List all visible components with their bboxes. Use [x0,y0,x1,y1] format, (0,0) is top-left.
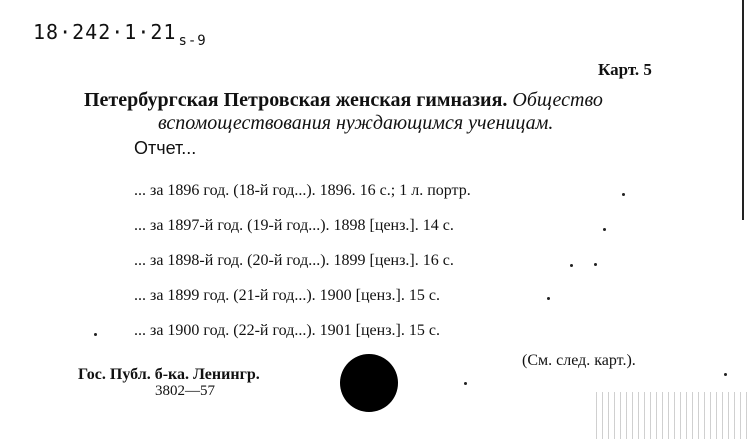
scan-noise [596,392,750,439]
punch-hole [340,354,398,412]
report-entry: ... за 1896 год. (18-й год...). 1896. 16 с.; 1 л. портр. [134,182,471,199]
continued-note: (См. след. карт.). [522,352,636,369]
report-list [134,182,471,357]
society-name-line1: Общество [512,89,603,111]
scan-speck [724,373,727,376]
call-number-main: 18·242·1·21 [33,20,177,44]
report-entry: ... за 1899 год. (21-й год...). 1900 [ценз.]. 15 с. [134,287,440,304]
card-number: Карт. 5 [598,60,652,79]
scan-speck [464,382,467,385]
report-entry: ... за 1897-й год. (19-й год...). 1898 [ценз.]. 14 с. [134,217,454,234]
card-edge [742,0,744,220]
scan-speck [594,263,597,266]
scan-speck [570,264,573,267]
report-entry: ... за 1900 год. (22-й год...). 1901 [ценз.]. 15 с. [134,322,440,339]
scan-speck [547,297,550,300]
scan-speck [94,333,97,336]
report-label: Отчет... [134,138,197,158]
call-number [33,20,207,49]
card-heading [84,86,684,114]
scan-speck [603,228,606,231]
society-name-line2: вспомоществования нуждающимся ученицам. [158,112,554,134]
library-stamp: Гос. Публ. б-ка. Ленингр. [78,366,260,383]
call-number-suffix: s-9 [178,33,207,49]
institution-name: Петербургская Петровская женская гимназия. [84,89,508,111]
library-number: 3802—57 [155,383,215,399]
scan-speck [622,193,625,196]
report-entry: ... за 1898-й год. (20-й год...). 1899 [ценз.]. 16 с. [134,252,454,269]
